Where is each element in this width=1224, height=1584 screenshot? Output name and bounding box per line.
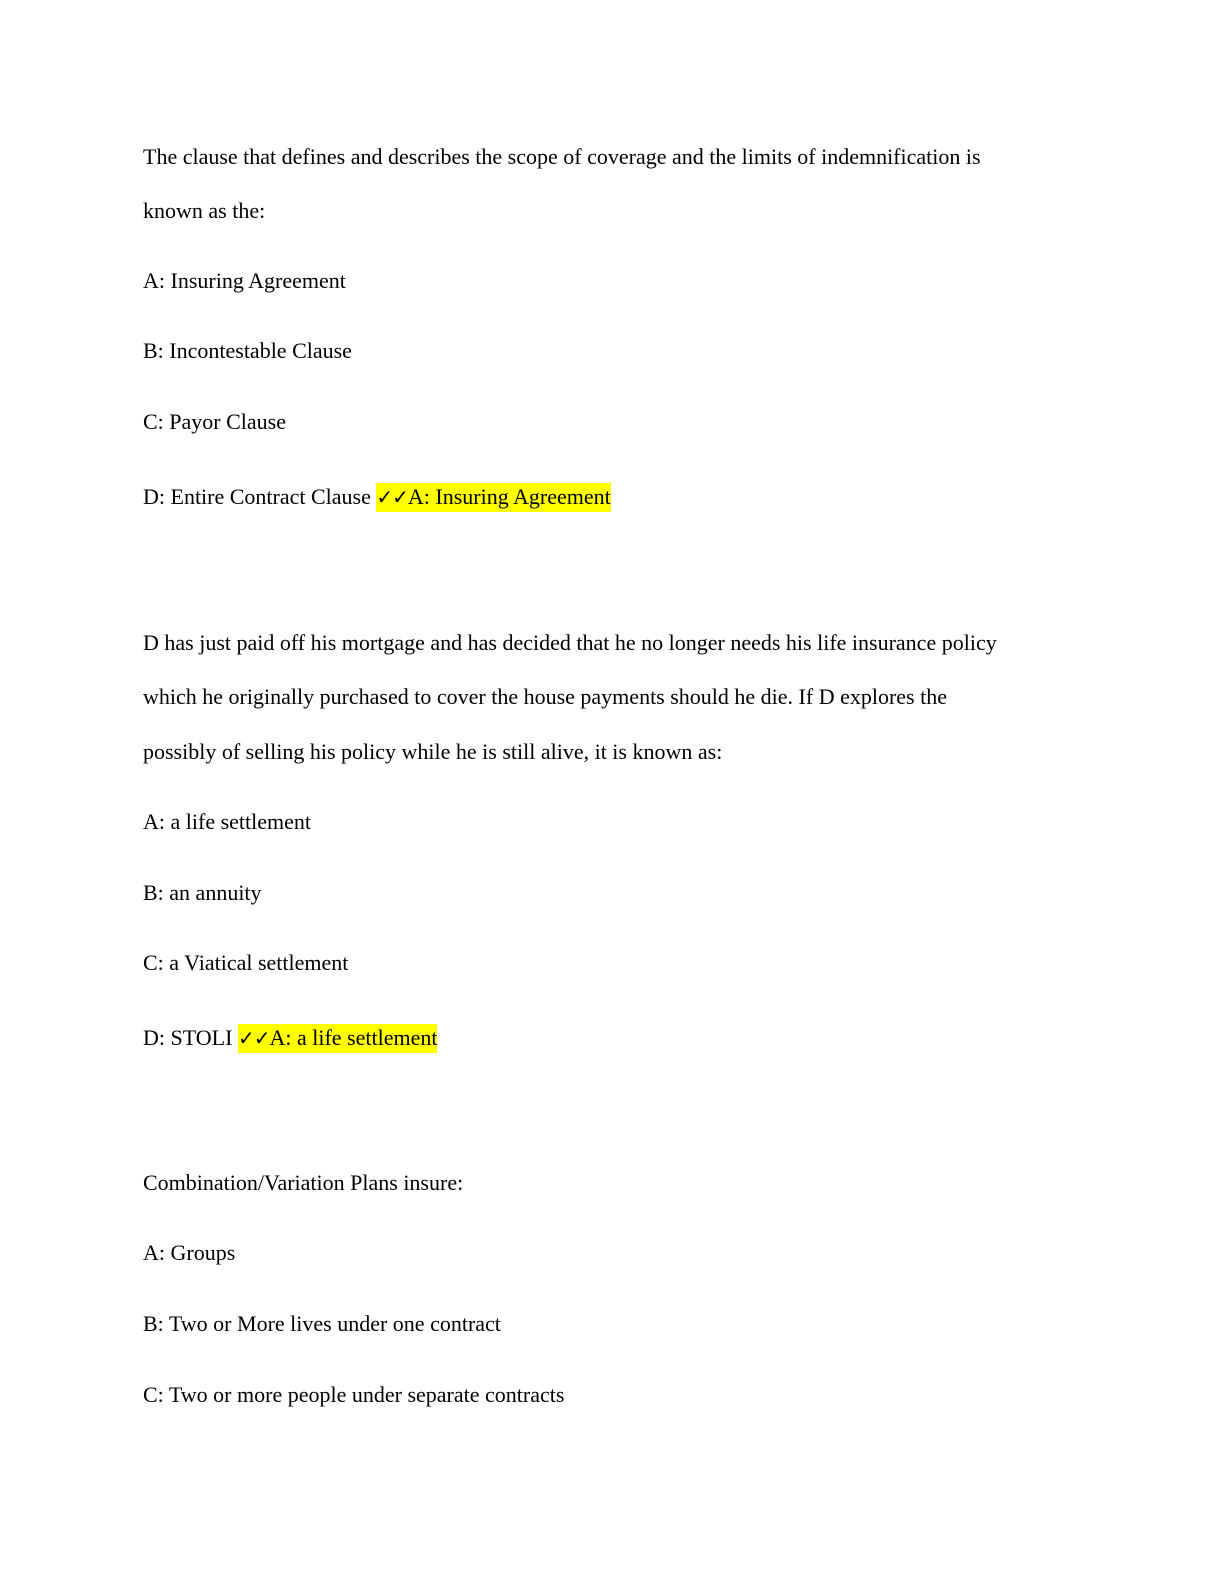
question-1-option-d: D: Entire Contract Clause (143, 484, 371, 509)
question-2-answer: A: a life settlement (269, 1025, 438, 1050)
question-2-stem-line-1: D has just paid off his mortgage and has decided that he no longer needs his life insurance policy (143, 630, 997, 655)
question-3-option-b: B: Two or More lives under one contract (143, 1311, 501, 1336)
question-2-option-d: D: STOLI (143, 1025, 233, 1050)
question-1-stem-line-1: The clause that defines and describes the scope of coverage and the limits of indemnification is (143, 144, 981, 169)
question-1-option-b: B: Incontestable Clause (143, 338, 352, 363)
question-3-stem-line-1: Combination/Variation Plans insure: (143, 1170, 464, 1195)
check-icon: ✓✓ (376, 485, 408, 509)
question-2-stem-line-2: which he originally purchased to cover the house payments should he die. If D explores the (143, 684, 947, 709)
question-1-option-c: C: Payor Clause (143, 409, 286, 434)
question-2-option-a: A: a life settlement (143, 809, 311, 834)
question-2-option-c: C: a Viatical settlement (143, 950, 349, 975)
question-1-stem-line-2: known as the: (143, 198, 266, 223)
question-1-option-d-line (143, 483, 611, 511)
question-2-answer-highlight (238, 1024, 438, 1053)
check-icon: ✓✓ (237, 1026, 270, 1050)
question-2-option-d-line (143, 1024, 437, 1052)
question-3-option-a: A: Groups (143, 1240, 236, 1265)
question-2-stem-line-3: possibly of selling his policy while he is still alive, it is known as: (143, 739, 723, 764)
question-2-option-b: B: an annuity (143, 880, 262, 905)
question-1-answer-highlight (376, 483, 610, 512)
question-3-option-c: C: Two or more people under separate contracts (143, 1382, 565, 1407)
question-1-option-a: A: Insuring Agreement (143, 268, 346, 293)
question-1-answer: A: Insuring Agreement (407, 484, 611, 509)
